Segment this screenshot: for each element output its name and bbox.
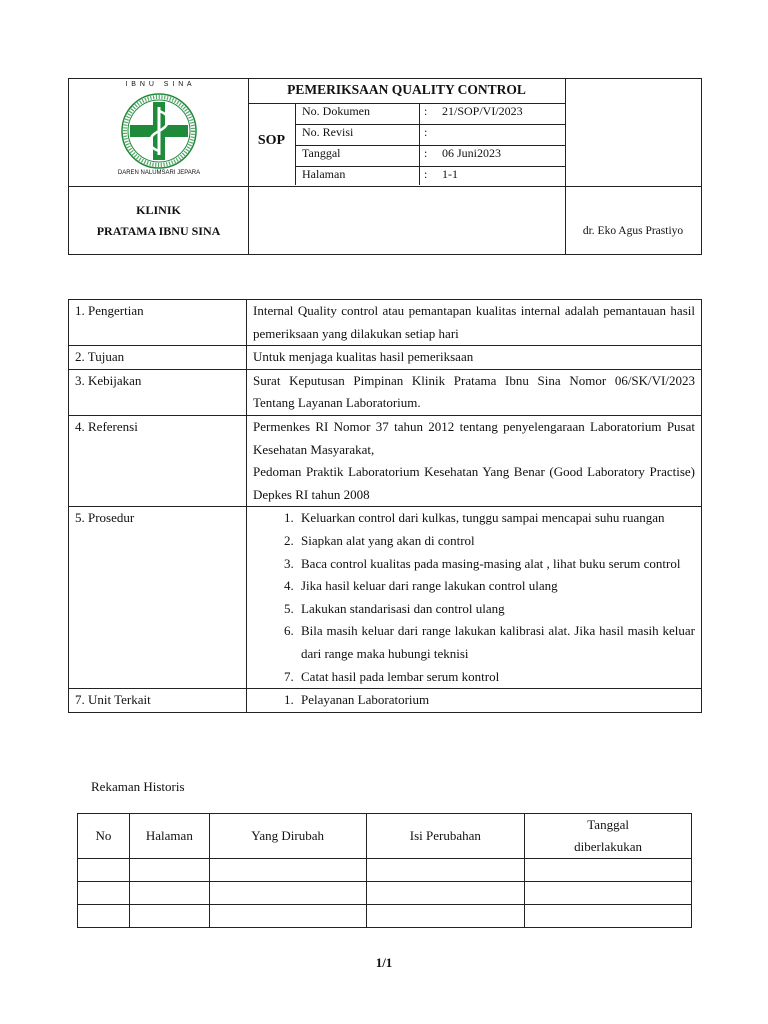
table-cell [525, 859, 692, 882]
table-cell [209, 859, 366, 882]
historis-title: Rekaman Historis [91, 779, 185, 794]
reference-item: Permenkes RI Nomor 37 tahun 2012 tentang penyelengaraan Laboratorium Pusat Kesehatan Masyarakat, [253, 418, 695, 457]
table-row [78, 905, 692, 928]
section-label: 3. Kebijakan [69, 369, 247, 415]
field-separator: : [424, 104, 428, 118]
page-number: 1/1 [375, 955, 393, 970]
section-content: Internal Quality control atau pemantapan kualitas internal adalah pemantauan hasil pemeriksaan yang dilakukan setiap hari [247, 300, 702, 346]
sop-label: SOP [257, 133, 286, 148]
procedure-step: 7. Catat hasil pada lembar serum kontrol [297, 666, 695, 689]
field-label-no-dokumen: No. Dokumen [302, 104, 370, 118]
section-row-unit-terkait [69, 689, 702, 713]
section-content: Untuk menjaga kualitas hasil pemeriksaan [247, 346, 702, 370]
section-label: 4. Referensi [69, 415, 247, 506]
column-header: Isi Perubahan [366, 814, 525, 859]
reference-item: Pedoman Praktik Laboratorium Kesehatan Yang Benar (Good Laboratory Practise) Depkes RI tahun 2008 [253, 464, 695, 502]
column-header-tanggal [525, 814, 692, 859]
field-value-tanggal: 06 Juni2023 [442, 146, 502, 160]
clinic-name-line2: PRATAMA IBNU SINA [96, 224, 221, 238]
procedure-step: 5. Lakukan standarisasi dan control ulang [297, 598, 695, 621]
header-divider [419, 103, 420, 185]
table-cell [366, 882, 525, 905]
section-row-prosedur [69, 507, 702, 689]
table-cell [78, 859, 130, 882]
logo-top-text: I B N U S I N A [125, 81, 193, 88]
table-cell [129, 859, 209, 882]
section-label: 1. Pengertian [69, 300, 247, 346]
table-cell [366, 859, 525, 882]
table-cell [209, 882, 366, 905]
section-content [247, 689, 702, 713]
section-content [247, 415, 702, 506]
table-cell [525, 905, 692, 928]
column-header: Yang Dirubah [209, 814, 366, 859]
field-label-tanggal: Tanggal [302, 146, 341, 160]
section-row-pengertian [69, 300, 702, 346]
field-label-halaman: Halaman [302, 167, 346, 181]
logo-bottom-text: DAREN NALUMSARI JEPARA [117, 170, 201, 176]
field-value-no-dokumen: 21/SOP/VI/2023 [442, 104, 523, 118]
procedure-step: 3. Baca control kualitas pada masing-masing alat , lihat buku serum control [297, 553, 695, 576]
sop-header [68, 78, 702, 255]
clinic-name-line1: KLINIK [136, 203, 181, 217]
section-row-tujuan [69, 346, 702, 370]
procedure-step: 4. Jika hasil keluar dari range lakukan control ulang [297, 575, 695, 598]
document-title: PEMERIKSAAN QUALITY CONTROL [287, 82, 526, 97]
sop-body-table [68, 299, 702, 713]
historis-header-row [78, 814, 692, 859]
table-cell [129, 882, 209, 905]
section-content: Surat Keputusan Pimpinan Klinik Pratama Ibnu Sina Nomor 06/SK/VI/2023 Tentang Layanan Laboratorium. [247, 369, 702, 415]
clinic-logo [85, 79, 233, 183]
procedure-step: 2. Siapkan alat yang akan di control [297, 530, 695, 553]
field-separator: : [424, 167, 428, 181]
unit-item: 1. Pelayanan Laboratorium [297, 689, 695, 712]
table-row [78, 859, 692, 882]
field-label-no-revisi: No. Revisi [302, 125, 354, 139]
procedure-list [253, 507, 695, 688]
section-label: 7. Unit Terkait [69, 689, 247, 713]
header-divider [295, 103, 296, 185]
column-header: Halaman [129, 814, 209, 859]
procedure-step: 6. Bila masih keluar dari range lakukan kalibrasi alat. Jika hasil masih keluar dari range maka hubungi teknisi [297, 620, 695, 665]
unit-list [253, 689, 695, 712]
signatory-name: dr. Eko Agus Prastiyo [582, 225, 684, 237]
historis-table [77, 813, 692, 928]
column-header-line: Tanggal [587, 817, 629, 832]
section-label: 5. Prosedur [69, 507, 247, 689]
section-row-kebijakan [69, 369, 702, 415]
table-cell [366, 905, 525, 928]
table-row [78, 882, 692, 905]
table-cell [78, 905, 130, 928]
table-cell [78, 882, 130, 905]
field-value-halaman: 1-1 [442, 167, 458, 181]
column-header: No [78, 814, 130, 859]
header-divider [248, 79, 249, 254]
section-row-referensi [69, 415, 702, 506]
procedure-step: 1. Keluarkan control dari kulkas, tunggu sampai mencapai suhu ruangan [297, 507, 695, 530]
header-divider [69, 186, 701, 187]
field-separator: : [424, 146, 428, 160]
section-content [247, 507, 702, 689]
column-header-line: diberlakukan [574, 839, 643, 854]
logo-emblem-icon [119, 91, 199, 171]
section-label: 2. Tujuan [69, 346, 247, 370]
table-cell [129, 905, 209, 928]
table-cell [525, 882, 692, 905]
field-separator: : [424, 125, 428, 139]
table-cell [209, 905, 366, 928]
